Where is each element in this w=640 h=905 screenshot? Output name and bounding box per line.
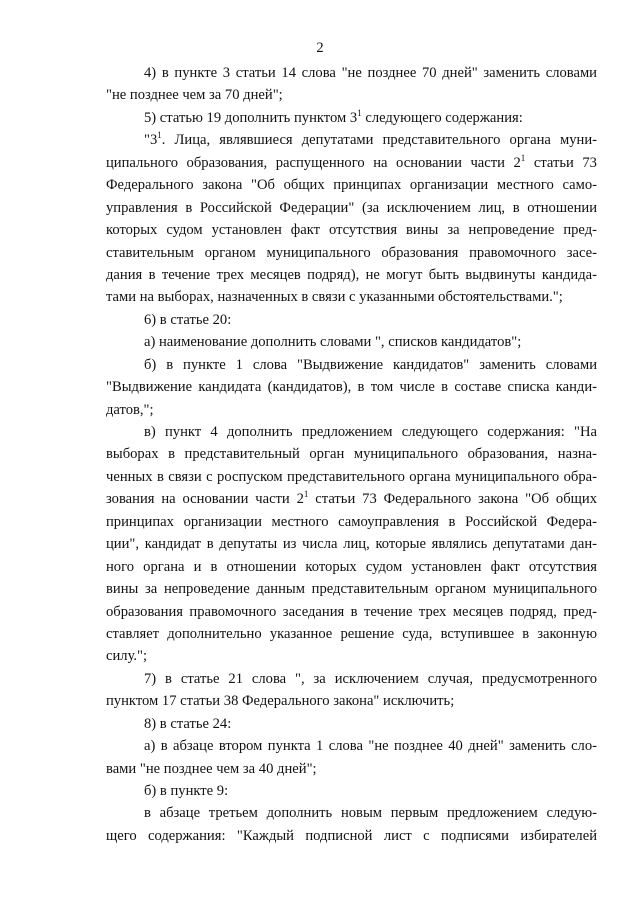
text-line: пунктом 17 статьи 38 Федерального закона" исключить; <box>106 693 455 710</box>
text-line: вины за непроведение данным представительным органом муниципального <box>106 581 597 598</box>
page-number: 2 <box>316 40 324 56</box>
text-line: "Выдвижение кандидата (кандидатов), в том числе в составе списка канди- <box>106 379 597 396</box>
text-line: силу."; <box>106 648 148 665</box>
text-line: б) в пункте 1 слова "Выдвижение кандидатов" заменить словами <box>144 356 597 373</box>
text-line: Федерального закона "Об общих принципах организации местного само- <box>106 177 597 194</box>
text-line: ченных в связи с роспуском представительного органа муниципального обра- <box>106 468 597 485</box>
text-line: "не позднее чем за 70 дней"; <box>106 87 283 104</box>
text-line: 4) в пункте 3 статьи 14 слова "не позднее 70 дней" заменить словами <box>144 65 597 81</box>
text-line: 6) в статье 20: <box>144 311 232 328</box>
text-line: управления в Российской Федерации" (за исключением лиц, в отношении <box>106 199 597 216</box>
text-line: датов,"; <box>106 401 154 418</box>
text-line: образования правомочного заседания в течение трех месяцев подряд, пред- <box>106 603 597 620</box>
text-line: 8) в статье 24: <box>144 715 232 732</box>
text-line: выборах в представительный орган муниципального образования, назна- <box>106 446 597 463</box>
text-line: ципального образования, распущенного на основании части $2^1$ статьи 73 <box>106 152 597 171</box>
text-line: в абзаце третьем дополнить новым первым предложением следую- <box>144 805 597 822</box>
text-line: которых судом установлен факт отсутствия вины за непроведение пред- <box>106 222 597 239</box>
body-text <box>106 62 597 847</box>
text-line: 5) статью 19 дополнить пунктом $3^1$ следующего содержания: <box>144 108 523 126</box>
text-line: "$3^1$. Лица, являвшиеся депутатами представительного органа муни- <box>144 130 597 149</box>
text-line: тами на выборах, назначенных в связи с указанными обстоятельствами."; <box>106 289 563 306</box>
text-line: принципах организации местного самоуправления в Российской Федера- <box>106 513 597 530</box>
text-line: 7) в статье 21 слова ", за исключением случая, предусмотренного <box>144 670 597 687</box>
text-line: дания в течение трех месяцев подряд), не могут быть выдвинуты кандида- <box>106 266 597 283</box>
text-line: вами "не позднее чем за 40 дней"; <box>106 760 317 777</box>
text-line: щего содержания: "Каждый подписной лист с подписями избирателей <box>106 827 597 844</box>
text-line: а) наименование дополнить словами ", списков кандидатов"; <box>144 334 522 351</box>
text-line: б) в пункте 9: <box>144 783 229 799</box>
text-line: ставляет дополнительно указанное решение суда, вступившее в законную <box>106 625 597 642</box>
text-line: а) в абзаце втором пункта 1 слова "не позднее 40 дней" заменить сло- <box>144 738 597 755</box>
text-line: ции", кандидат в депутаты из числа лиц, которые являлись депутатами дан- <box>106 536 597 553</box>
text-line: в) пункт 4 дополнить предложением следующего содержания: "На <box>144 424 597 440</box>
text-line: ного органа и в отношении которых судом установлен факт отсутствия <box>106 558 597 575</box>
text-line: зования на основании части $2^1$ статьи 73 Федерального закона "Об общих <box>106 489 597 508</box>
text-line: ставительным органом муниципального образования правомочного засе- <box>106 244 597 261</box>
